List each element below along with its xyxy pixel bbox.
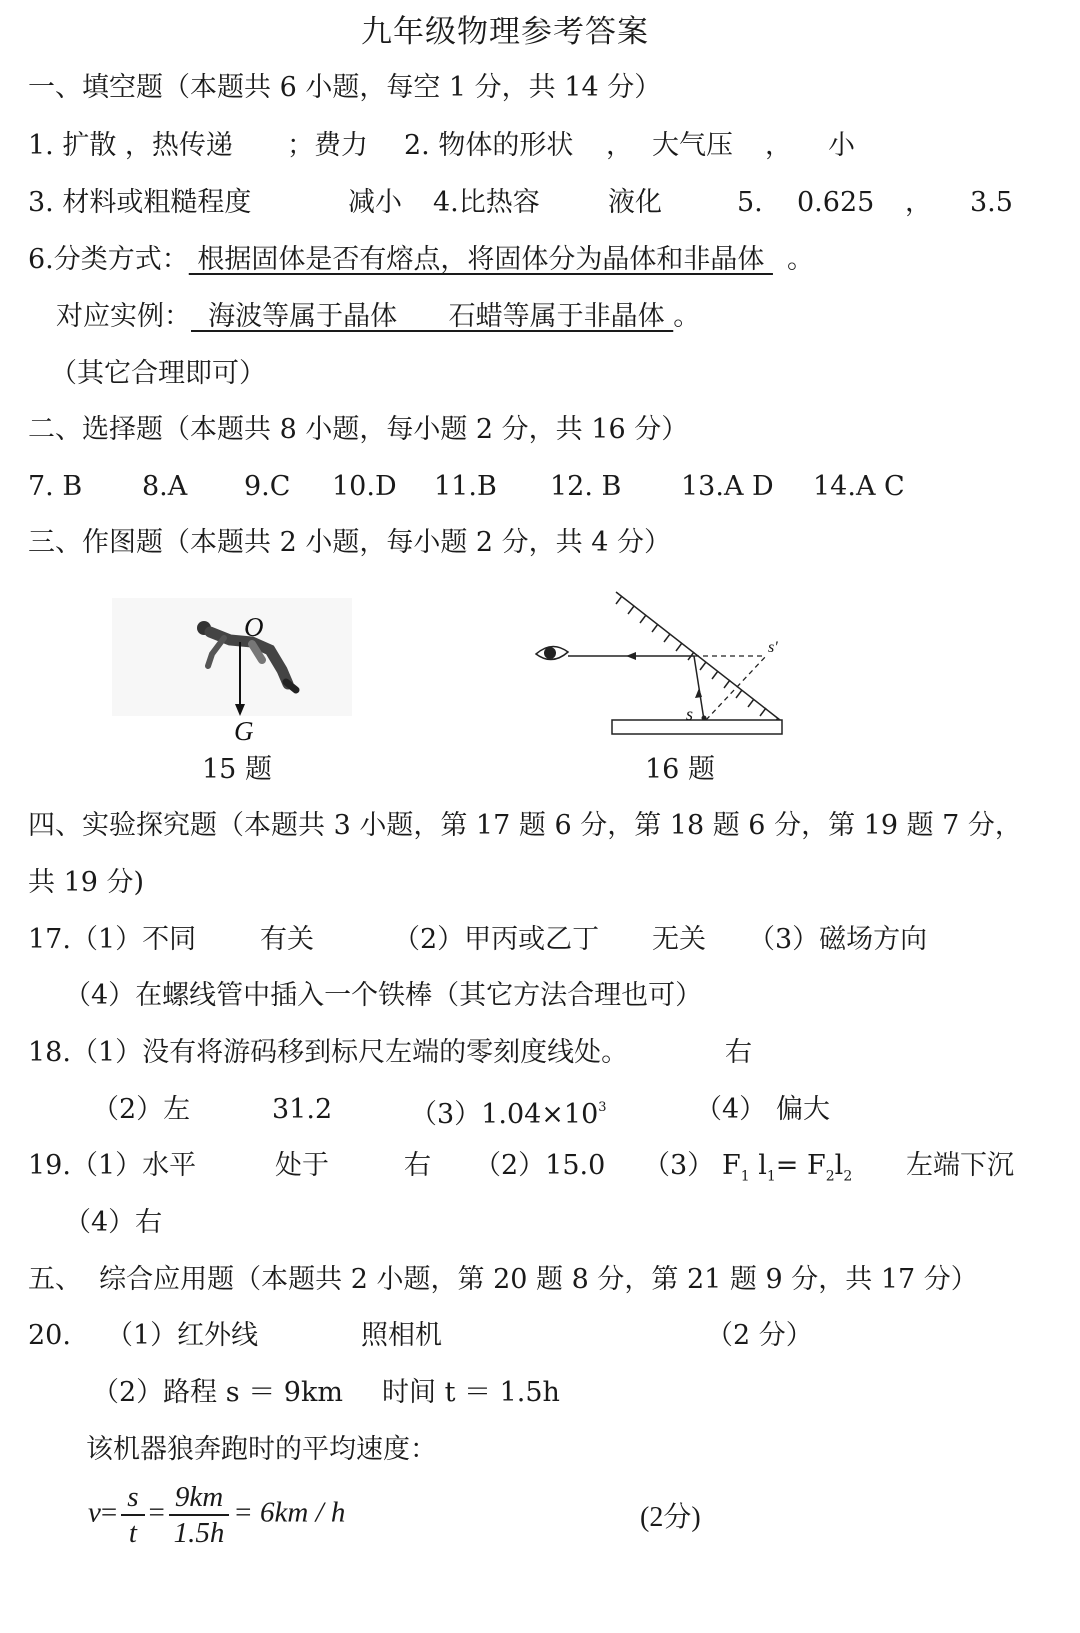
- q18-answer-c: （2）左: [92, 1094, 191, 1125]
- fig15-caption: 15 题: [202, 754, 272, 785]
- section3-heading: 三、作图题（本题共 2 小题，每小题 2 分，共 4 分）: [28, 527, 672, 558]
- q19-answer-a: 19.（1）水平: [28, 1150, 197, 1181]
- q2-answer-c: 小: [828, 130, 855, 161]
- formula-result: = 6km / h: [233, 1496, 346, 1529]
- section4-heading-1: 四、实验探究题（本题共 3 小题，第 17 题 6 分，第 18 题 6 分，第 19 题 7 分，: [28, 810, 1022, 841]
- q19-f1-sub: 1: [740, 1168, 750, 1185]
- q17-answer-c: （2）甲丙或乙丁: [393, 924, 600, 955]
- q6-end: 。: [786, 244, 814, 275]
- q19-f2-sub: 2: [825, 1168, 835, 1185]
- formula-eq2: =: [148, 1496, 165, 1529]
- q17-answer-d: 无关: [652, 924, 706, 955]
- page-title: 九年级物理参考答案: [361, 14, 649, 50]
- q2-comma-2: ，: [765, 130, 792, 161]
- q6-label: 6.分类方式：: [28, 244, 189, 275]
- q18-answer-e-exp: 3: [598, 1100, 607, 1115]
- section2-heading: 二、选择题（本题共 8 小题，每小题 2 分，共 16 分）: [28, 414, 689, 445]
- q6-example-answer: 海波等属于晶体 石蜡等属于非晶体: [191, 301, 674, 332]
- q18-answer-d: 31.2: [272, 1094, 333, 1125]
- answer-9: 9.C: [244, 471, 291, 502]
- q20-answer-d: 时间 t ＝ 1.5h: [382, 1377, 560, 1408]
- fraction-s-over-t: [121, 1480, 144, 1550]
- q6-example-line: [56, 299, 700, 335]
- speed-formula: [88, 1480, 345, 1550]
- fig16-label-s: s: [686, 704, 694, 724]
- formula-eq1: =: [100, 1496, 118, 1529]
- q6-example-end: 。: [673, 301, 701, 332]
- q1-answer-b: ；费力: [287, 130, 368, 161]
- answer-7: 7. B: [28, 471, 83, 502]
- answer-12: 12. B: [550, 471, 622, 502]
- q3-answer-b: 减小: [348, 187, 402, 218]
- table-board: [612, 720, 782, 734]
- formula-t: t: [128, 1517, 137, 1549]
- fig15-label-g: G: [234, 716, 254, 746]
- figure-15: [112, 598, 352, 748]
- eye-icon: [536, 646, 568, 659]
- q19-answer-g: 左端下沉: [906, 1150, 1014, 1181]
- q20-number: 20.: [28, 1320, 71, 1351]
- section1-heading: 一、填空题（本题共 6 小题，每空 1 分，共 14 分）: [28, 72, 662, 103]
- q18-answer-e-base: （3）1.04×10: [410, 1099, 599, 1130]
- q6-example-label: 对应实例：: [56, 301, 191, 332]
- formula-v: v: [88, 1496, 101, 1529]
- q19-answer-c: 右: [404, 1150, 431, 1181]
- q19-eq: = F: [775, 1150, 826, 1181]
- fraction-9km-over-1.5h: [169, 1480, 229, 1550]
- q19-f1: F: [722, 1150, 741, 1181]
- answer-10: 10.D: [332, 471, 397, 502]
- q19-l2: l: [834, 1150, 844, 1181]
- fig16-label-s-prime: s': [768, 639, 778, 656]
- q1-answer-a: 1. 扩散 ，热传递: [28, 130, 233, 161]
- q2-comma-1: ，: [606, 130, 633, 161]
- q18-answer-b: 右: [725, 1037, 752, 1068]
- q19-l1: l: [749, 1150, 767, 1181]
- fig16-caption: 16 题: [645, 754, 715, 785]
- q18-answer-a: 18.（1）没有将游码移到标尺左端的零刻度线处。: [28, 1037, 629, 1068]
- q6-answer: 根据固体是否有熔点，将固体分为晶体和非晶体: [188, 244, 773, 275]
- answer-11: 11.B: [434, 471, 497, 502]
- q3-answer-a: 3. 材料或粗糙程度: [28, 187, 252, 218]
- q20-points-1: （2 分）: [706, 1320, 813, 1351]
- formula-9km: 9km: [169, 1480, 229, 1516]
- formula-s: s: [121, 1480, 144, 1516]
- q19-l2-sub: 2: [843, 1168, 853, 1185]
- q2-answer-b: 大气压: [652, 130, 733, 161]
- q4-answer-a: 4.比热容: [433, 187, 540, 218]
- q19-answer-e: （3）: [643, 1150, 715, 1181]
- formula-15h: 1.5h: [173, 1517, 225, 1549]
- q19-answer-b: 处于: [275, 1150, 329, 1181]
- q18-answer-g: 偏大: [776, 1094, 830, 1125]
- q4-answer-b: 液化: [608, 187, 662, 218]
- q17-answer-a: 17.（1）不同: [28, 924, 197, 955]
- q20-answer-a: （1）红外线: [106, 1320, 259, 1351]
- answer-13: 13.A D: [681, 471, 774, 502]
- q5-answer-b: 3.5: [970, 187, 1013, 218]
- q5-label: 5.: [737, 187, 763, 218]
- q19-l1-sub: 1: [766, 1168, 776, 1185]
- q17-answer-e: （3）磁场方向: [748, 924, 928, 955]
- section5-heading: 五、 综合应用题（本题共 2 小题，第 20 题 8 分，第 21 题 9 分，共 17 分）: [28, 1264, 978, 1295]
- q19-formula: [722, 1148, 852, 1194]
- q6-line: [28, 242, 814, 278]
- q20-answer-b: 照相机: [361, 1320, 442, 1351]
- q5-comma: ，: [905, 187, 932, 218]
- q20-points-2: (2分): [640, 1502, 701, 1533]
- q18-answer-f: （4）: [695, 1094, 767, 1125]
- q19-answer-h: （4）右: [64, 1207, 163, 1238]
- section4-heading-2: 共 19 分): [28, 867, 145, 898]
- q6-note: （其它合理即可）: [50, 358, 266, 389]
- figure-16: [530, 588, 790, 742]
- q17-answer-f: （4）在螺线管中插入一个铁棒（其它方法合理也可）: [64, 980, 703, 1011]
- q18-answer-e: [410, 1092, 607, 1133]
- q20-answer-c: （2）路程 s ＝ 9km: [92, 1377, 343, 1408]
- fig15-label-o: O: [244, 612, 264, 642]
- answer-14: 14.A C: [813, 471, 905, 502]
- answer-8: 8.A: [142, 471, 188, 502]
- q2-answer-a: 2. 物体的形状: [404, 130, 574, 161]
- q5-answer-a: 0.625: [797, 187, 875, 218]
- q20-answer-e: 该机器狼奔跑时的平均速度：: [86, 1434, 437, 1465]
- q17-answer-b: 有关: [260, 924, 314, 955]
- q19-answer-d: （2）15.0: [474, 1150, 606, 1181]
